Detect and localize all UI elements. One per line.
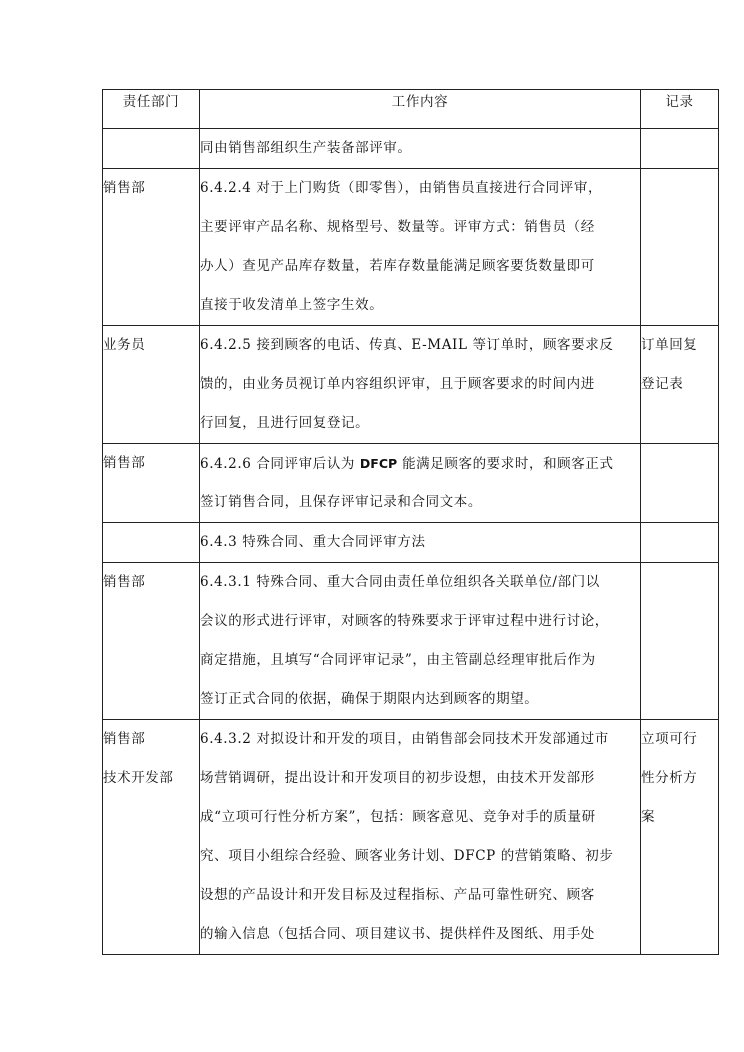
content-cell	[200, 720, 641, 955]
content-line: 签订正式合同的依据，确保于期限内达到顾客的期望。	[200, 691, 539, 707]
table-row	[103, 720, 719, 955]
table-row	[103, 444, 719, 523]
content-line: 行回复，且进行回复登记。	[200, 415, 370, 431]
content-line: 6.4.3.2 对拟设计和开发的项目，由销售部会同技术开发部通过市	[200, 731, 609, 747]
content-line: 设想的产品设计和开发目标及过程指标、产品可靠性研究、顾客	[200, 887, 595, 903]
content-line: 究、项目小组综合经验、顾客业务计划、DFCP 的营销策略、初步	[200, 848, 614, 864]
content-line: 6.4.2.4 对于上门购货（即零售），由销售员直接进行合同评审，	[200, 180, 603, 196]
content-cell	[200, 523, 641, 563]
content-line: 的输入信息（包括合同、项目建议书、提供样件及图纸、用手处	[200, 926, 595, 942]
department-cell	[103, 720, 200, 955]
content-line: 场营销调研，提出设计和开发项目的初步设想，由技术开发部形	[200, 770, 595, 786]
record-name: 立项可行	[641, 731, 698, 747]
content-line: 直接于收发清单上签字生效。	[200, 297, 384, 313]
department-name: 销售部	[103, 731, 146, 747]
content-line: 成“立项可行性分析方案”，包括：顾客意见、竞争对手的质量研	[200, 809, 596, 825]
header-record: 记录	[641, 90, 719, 129]
content-line: 6.4.3.1 特殊合同、重大合同由责任单位组织各关联单位/部门以	[200, 574, 600, 590]
record-name: 案	[641, 809, 656, 825]
content-line: 6.4.2.5 接到顾客的电话、传真、E-MAIL 等订单时，顾客要求反	[200, 337, 614, 353]
record-cell	[641, 444, 719, 523]
section-heading: 6.4.3 特殊合同、重大合同评审方法	[200, 534, 426, 550]
content-line: 商定措施，且填写“合同评审记录”，由主管副总经理审批后作为	[200, 652, 596, 668]
department-cell	[103, 523, 200, 563]
record-name: 订单回复	[641, 337, 698, 353]
content-line: 办人）查见产品库存数量，若库存数量能满足顾客要货数量即可	[200, 258, 595, 274]
content-cell	[200, 129, 641, 169]
record-cell	[641, 563, 719, 720]
content-line: 签订销售合同，且保存评审记录和合同文本。	[200, 494, 482, 510]
department-name: 业务员	[103, 337, 146, 353]
header-department: 责任部门	[103, 90, 200, 129]
content-cell	[200, 563, 641, 720]
record-cell	[641, 129, 719, 169]
record-name: 登记表	[641, 376, 684, 392]
table-row	[103, 129, 719, 169]
content-line: 馈的，由业务员视订单内容组织评审，且于顾客要求的时间内进	[200, 376, 595, 392]
company-abbreviation: DFCP	[359, 456, 398, 471]
record-cell	[641, 169, 719, 326]
table-header-row	[103, 90, 719, 129]
content-cell	[200, 169, 641, 326]
department-name: 销售部	[103, 574, 146, 590]
table-row	[103, 169, 719, 326]
table-row	[103, 563, 719, 720]
content-cell	[200, 444, 641, 523]
header-content: 工作内容	[200, 90, 641, 129]
content-line: 会议的形式进行评审，对顾客的特殊要求于评审过程中进行讨论，	[200, 613, 609, 629]
content-suffix: 能满足顾客的要求时，和顾客正式	[397, 456, 614, 472]
procedure-table	[102, 89, 719, 955]
department-cell	[103, 444, 200, 523]
record-cell	[641, 326, 719, 444]
record-name: 性分析方	[641, 770, 698, 786]
content-line: 主要评审产品名称、规格型号、数量等。评审方式：销售员（经	[200, 219, 595, 235]
table-row	[103, 523, 719, 563]
content-line: 同由销售部组织生产装备部评审。	[200, 140, 412, 156]
content-line	[200, 444, 640, 483]
record-cell	[641, 523, 719, 563]
department-cell	[103, 563, 200, 720]
department-cell	[103, 129, 200, 169]
department-name: 销售部	[103, 455, 146, 471]
department-name: 销售部	[103, 180, 146, 196]
department-cell	[103, 169, 200, 326]
department-name: 技术开发部	[103, 770, 174, 786]
table-row	[103, 326, 719, 444]
record-cell	[641, 720, 719, 955]
department-cell	[103, 326, 200, 444]
content-prefix: 6.4.2.6 合同评审后认为	[200, 456, 360, 472]
content-cell	[200, 326, 641, 444]
